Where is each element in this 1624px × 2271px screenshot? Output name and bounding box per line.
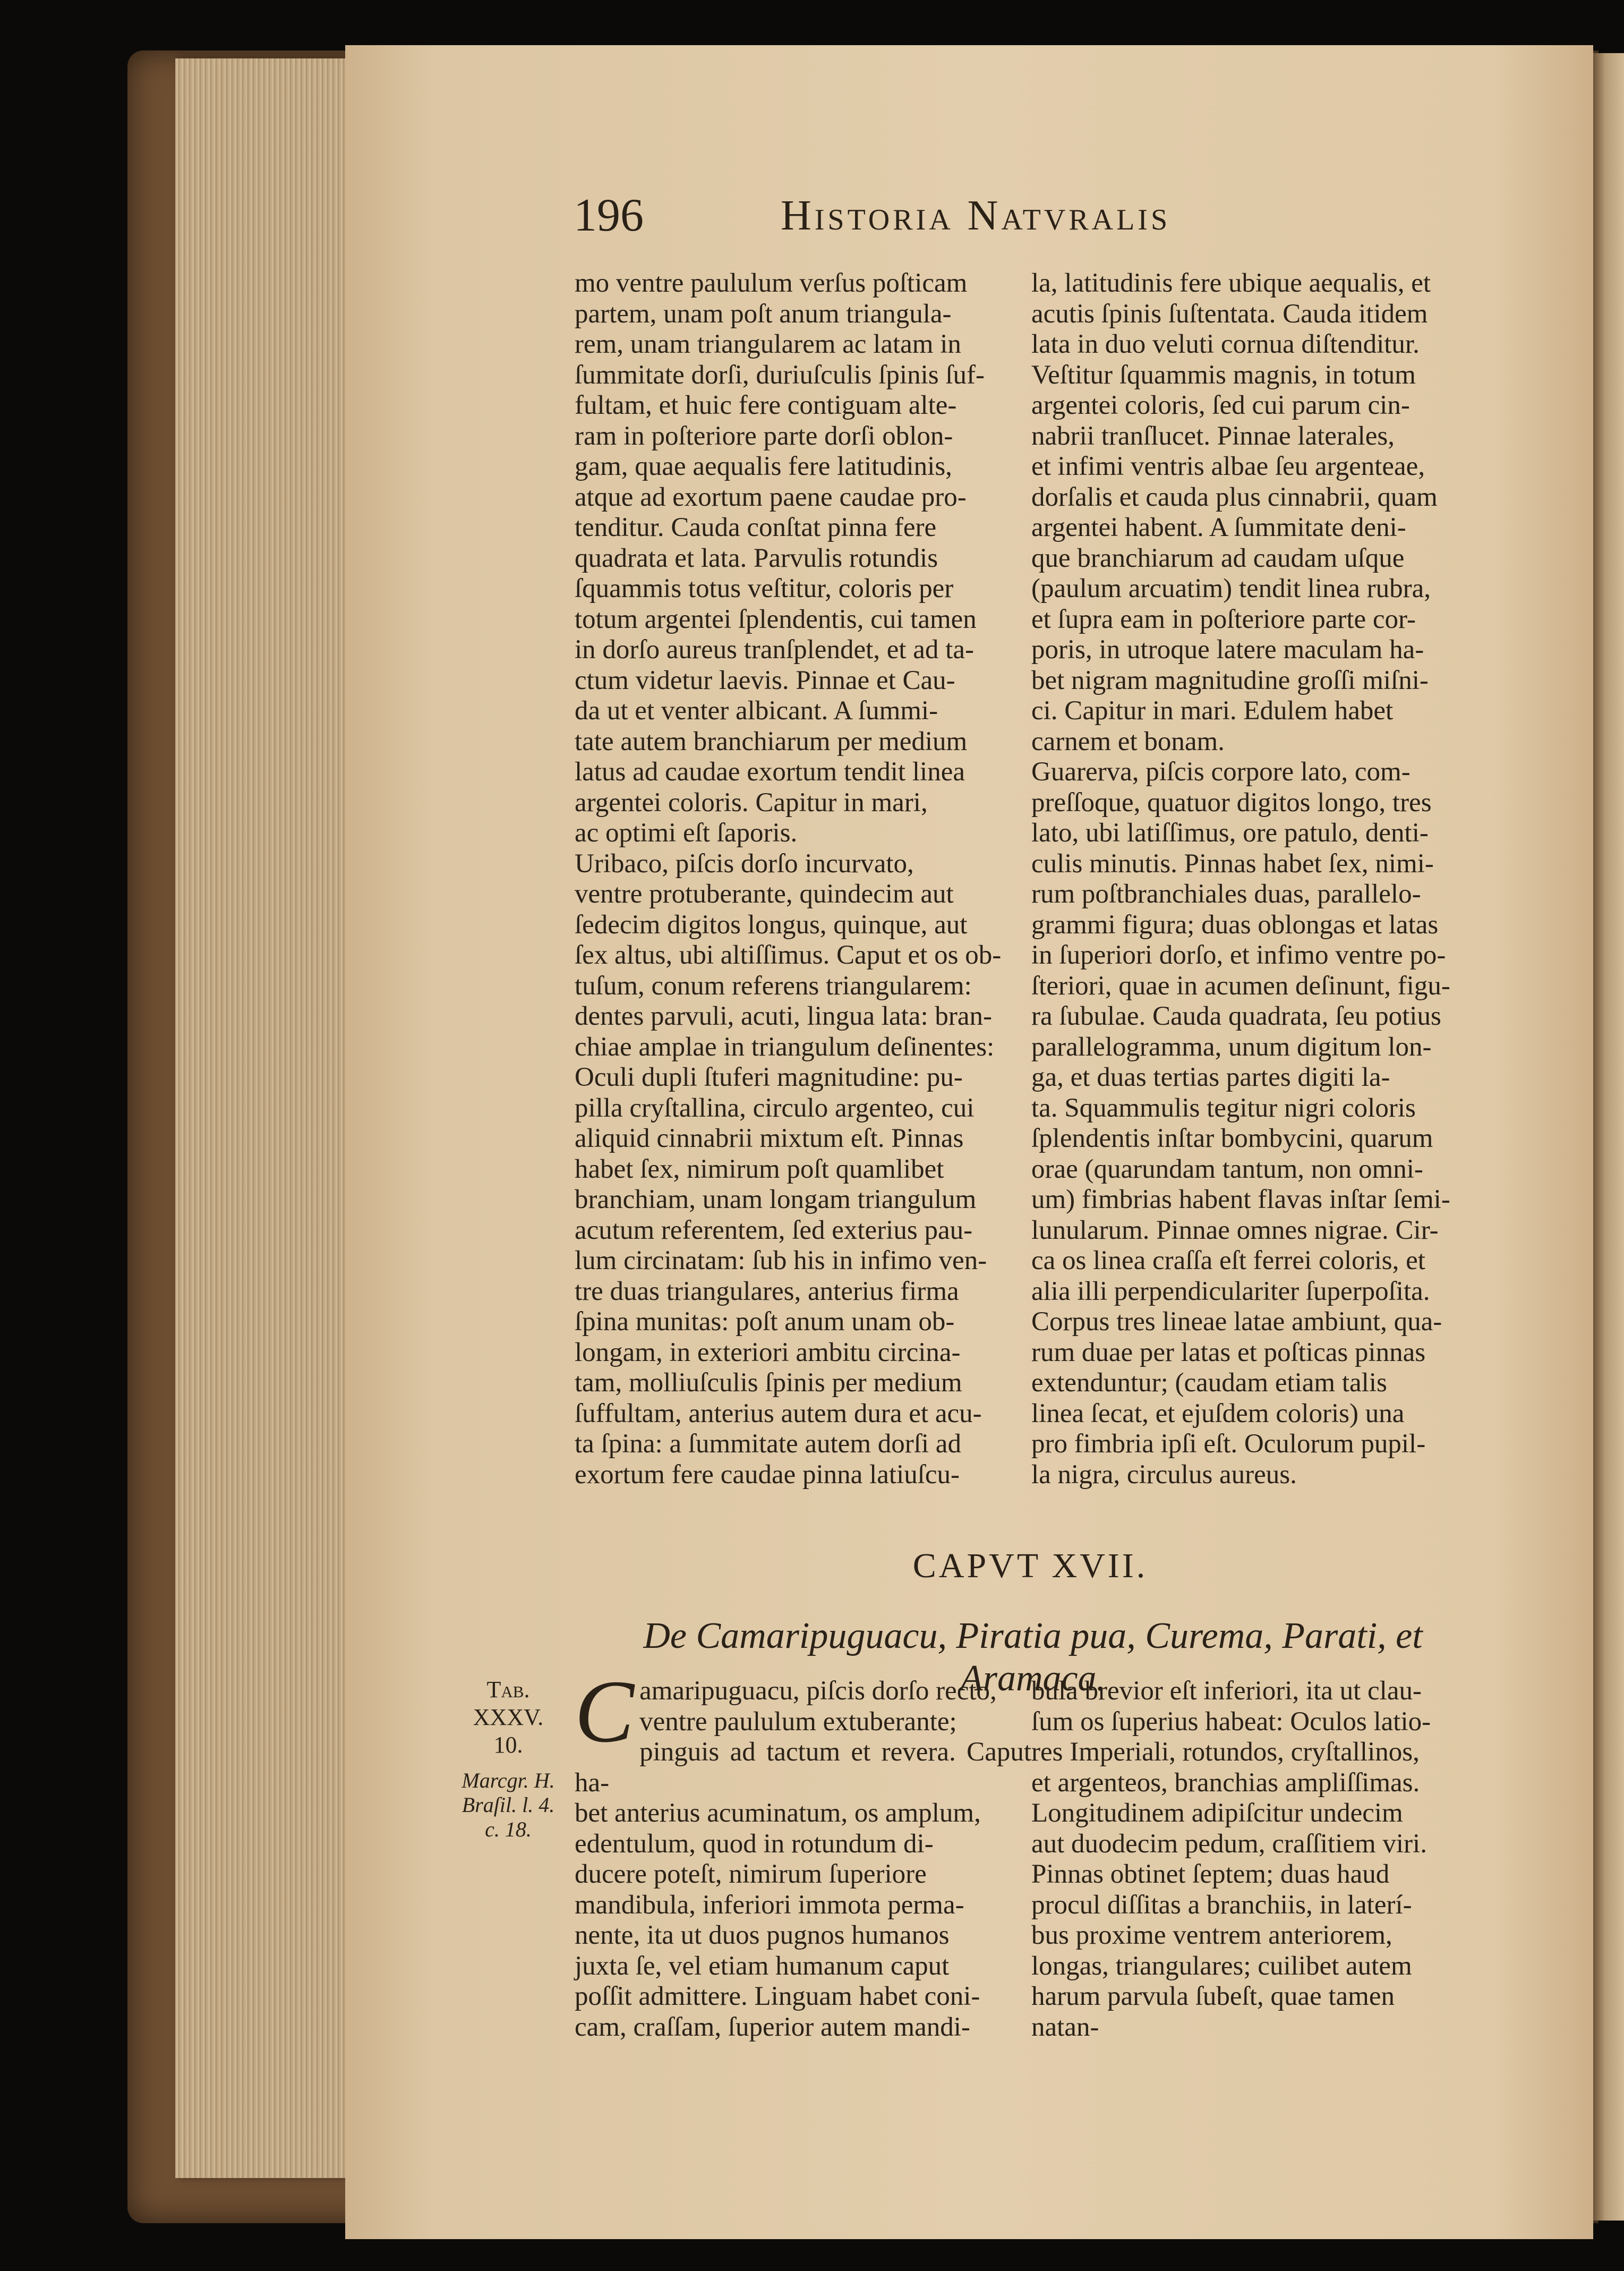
column-left-text: mo ventre paululum verſus poſticam partem, unam poſt anum triangula- rem, unam triangularem ac latam in ſummitate dorſi, duriuſculis ſpinis ſuf- fultam, et huic fere contiguam alte- ram in poſteriore parte dorſi oblon- gam, quae aequalis fere latitudinis, atque ad exortum paene caudae pro- tenditur. Cauda conſtat pinna fere quadrata et lata. Parvulis rotundis ſquammis totus veſtitur, coloris per totum argentei ſplendentis, cui tamen in dorſo aureus tranſplendet, et ad ta- ctum videtur laevis. Pinnae et Cau- da ut et venter albicant. A ſummi- tate autem branchiarum per medium latus ad caudae exortum tendit linea argentei coloris. Capitur in mari, ac optimi eſt ſaporis. Uribaco, piſcis dorſo incurvato, ventre protuberante, quindecim aut ſedecim digitos longus, quinque, aut ſex altus, ubi altiſſimus. Caput et os ob- tuſum, conum referens triangularem: dentes parvuli, acuti, lingua lata: bran- chiae amplae in triangulum deſinentes: Oculi dupli ſtuferi magnitudine: pu- pilla cryſtallina, circulo argenteo, cui aliquid cinnabrii mixtum eſt. Pinnas habet ſex, nimirum poſt quamlibet branchiam, unam longam triangulum acutum referentem, ſed exterius pau- lum circinatam: ſub his in infimo ven- tre duas triangulares, anterius firma ſpina munitas: poſt anum unam ob- longam, in exteriori ambitu circina- tam, molliuſculis ſpinis per medium ſuffultam, anterius autem dura et acu- ta ſpina: a ſummitate autem dorſi ad exortum fere caudae pinna latiuſcu- (575, 268, 1002, 1490)
chapter-subtitle: De Camaripuguacu, Piratia pua, Curema, Parati, et Aramaca. (643, 1615, 1423, 1699)
running-title: Historia Natvralis (781, 192, 1171, 239)
drop-cap: C (575, 1662, 635, 1761)
chapter-heading: CAPVT XVII. (912, 1546, 1148, 1585)
chapter-left-text: amaripuguacu, piſcis dorſo recto, ventre paululum extuberante; pinguis ad tactum et revera. Caput ha- bet anterius acuminatum, os amplum, edentulum, quod in rotundum di- ducere poteſt, nimirum ſuperiore mandibula, inferiori immota perma- nente, ita ut duos pugnos humanos juxta ſe, vel etiam humanum caput poſſit admittere. Linguam habet coni- cam, craſſam, ſuperior autem mandi- (575, 1676, 1031, 2042)
column-right-text: la, latitudinis fere ubique aequalis, et acutis ſpinis ſuſtentata. Cauda itidem lata in duo veluti cornua diſtenditur. Veſtitur ſquammis magnis, in totum argentei coloris, ſed cui parum cin- nabrii tranſlucet. Pinnae laterales, et infimi ventris albae ſeu argenteae, dorſalis et cauda plus cinnabrii, quam argentei habent. A ſummitate deni- que branchiarum ad caudam uſque (paulum arcuatim) tendit linea rubra, et ſupra eam in poſteriore parte cor- poris, in utroque latere maculam ha- bet nigram magnitudine groſſi miſni- ci. Capitur in mari. Edulem habet carnem et bonam. Guarerva, piſcis corpore lato, com- preſſoque, quatuor digitos longo, tres lato, ubi latiſſimus, ore patulo, denti- culis minutis. Pinnas habet ſex, nimi- rum poſtbranchiales duas, parallelo- grammi figura; duas oblongas et latas in ſuperiori dorſo, et infimo ventre po- ſteriori, quae in acumen deſinunt, figu- ra ſubulae. Cauda quadrata, ſeu potius parallelogramma, unum digitum lon- ga, et duas tertias partes digiti la- ta. Squammulis tegitur nigri coloris ſplendentis inſtar bombycini, quarum orae (quarundam tantum, non omni- um) fimbrias habent flavas inſtar ſemi- lunularum. Pinnae omnes nigrae. Cir- ca os linea craſſa eſt ferrei coloris, et alia illi perpendiculariter ſuperpoſita. Corpus tres lineae latae ambiunt, qua- rum duae per latas et poſticas pinnas extenduntur; (caudam etiam talis linea ſecat, et ejuſdem coloris) una pro fimbria ipſi eſt. Oculorum pupil- la nigra, circulus aureus. (1031, 268, 1450, 1490)
source-reference: Marcgr. H. Braſil. l. 4. c. 18. (461, 1768, 555, 1841)
page-number: 196 (574, 190, 644, 241)
page-edges (175, 58, 345, 2178)
text-column-right (1031, 268, 1488, 1490)
plate-reference: Tab. XXXV. 10. (473, 1677, 544, 1758)
facing-page-edge (1593, 53, 1624, 2221)
chapter-column-right (1031, 1676, 1488, 2043)
margin-note (452, 1676, 564, 1842)
running-head (574, 189, 1280, 247)
chapter-right-text: bula brevior eſt inferiori, ita ut clau- ſum os ſuperius habeat: Oculos latio- res Imperiali, rotundos, cryſtallinos, et argenteos, branchias ampliſſimas. Longitudinem adipiſcitur undecim aut duodecim pedum, craſſitiem viri. Pinnas obtinet ſeptem; duas haud procul diſſitas a branchiis, in laterí- bus proxime ventrem anteriorem, longas, triangulares; cuilibet autem harum parvula ſubeſt, quae tamen natan- (1031, 1676, 1431, 2042)
chapter-column-left (575, 1662, 1031, 2043)
text-column-left (575, 268, 1031, 1490)
